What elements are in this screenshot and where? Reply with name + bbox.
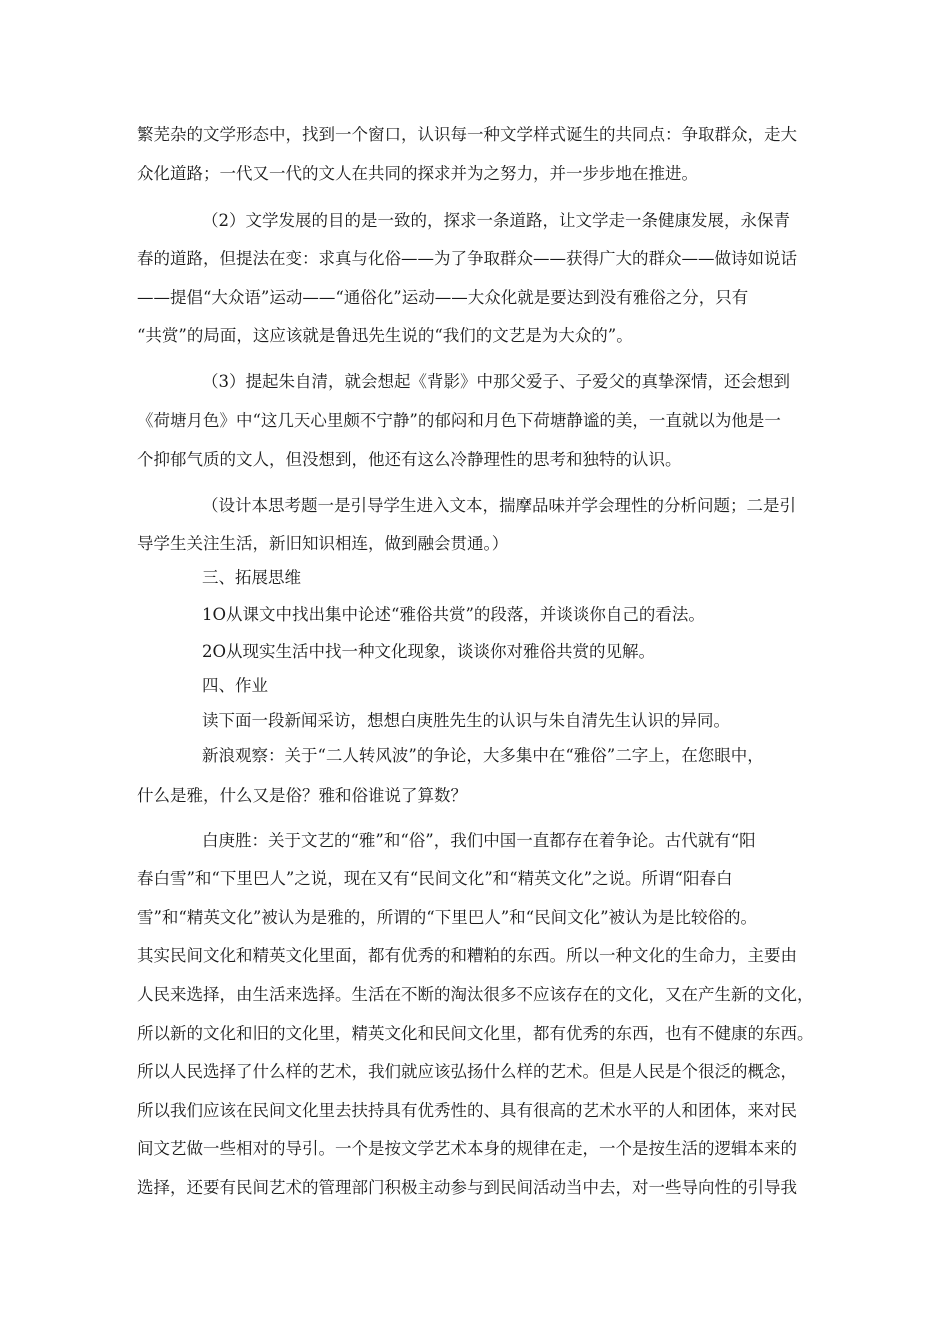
text-line: 选择，还要有民间艺术的管理部门积极主动参与到民间活动当中去，对一些导向性的引导我 (137, 1178, 797, 1197)
text-line: （2）文学发展的目的是一致的，探求一条道路，让文学走一条健康发展，永保青 (202, 211, 790, 230)
text-line: 春白雪”和“下里巴人”之说，现在又有“民间文化”和“精英文化”之说。所谓“阳春白 (137, 869, 733, 888)
text-line: 所以人民选择了什么样的艺术，我们就应该弘扬什么样的艺术。但是人民是个很泛的概念， (137, 1062, 797, 1081)
text-line: 个抑郁气质的文人，但没想到，他还有这么冷静理性的思考和独特的认识。 (137, 450, 682, 469)
section-heading: 三、拓展思维 (202, 568, 301, 587)
text-line: 所以我们应该在民间文化里去扶持具有优秀性的、具有很高的艺术水平的人和团体，来对民 (137, 1101, 797, 1120)
text-line: 人民来选择，由生活来选择。生活在不断的淘汰很多不应该存在的文化，又在产生新的文化， (137, 985, 814, 1004)
text-line: 间文艺做一些相对的导引。一个是按文学艺术本身的规律在走，一个是按生活的逻辑本来的 (137, 1139, 797, 1158)
text-line: 什么是雅，什么又是俗？雅和俗谁说了算数？ (137, 786, 467, 805)
text-line: 读下面一段新闻采访，想想白庚胜先生的认识与朱自清先生认识的异同。 (202, 711, 730, 730)
text-line: 《荷塘月色》中“这几天心里颇不宁静”的郁闷和月色下荷塘静谧的美，一直就以为他是一 (137, 411, 781, 430)
text-line: 导学生关注生活，新旧知识相连，做到融会贯通。） (137, 534, 509, 553)
text-line: 繁芜杂的文学形态中，找到一个窗口，认识每一种文学样式诞生的共同点：争取群众，走大 (137, 125, 797, 144)
text-line: 白庚胜：关于文艺的“雅”和“俗”，我们中国一直都存在着争论。古代就有“阳 (202, 831, 756, 850)
text-line: ——提倡“大众语”运动——“通俗化”运动——大众化就是要达到没有雅俗之分，只有 (137, 288, 749, 307)
text-line: （3）提起朱自清，就会想起《背影》中那父爱子、子爱父的真挚深情，还会想到 (202, 372, 790, 391)
text-line: 众化道路；一代又一代的文人在共同的探求并为之努力，并一步步地在推进。 (137, 164, 698, 183)
text-line: 雪”和“精英文化”被认为是雅的，所谓的“下里巴人”和“民间文化”被认为是比较俗的。 (137, 908, 758, 927)
text-line: 1O从课文中找出集中论述“雅俗共赏”的段落，并谈谈你自己的看法。 (202, 605, 705, 624)
text-line: “共赏”的局面，这应该就是鲁迅先生说的“我们的文艺是为大众的”。 (137, 326, 633, 345)
section-heading: 四、作业 (202, 676, 268, 695)
text-line: 其实民间文化和精英文化里面，都有优秀的和糟粕的东西。所以一种文化的生命力，主要由 (137, 946, 797, 965)
text-line: （设计本思考题一是引导学生进入文本，揣摩品味并学会理性的分析问题；二是引 (202, 496, 796, 515)
text-line: 新浪观察：关于“二人转风波”的争论，大多集中在“雅俗”二字上，在您眼中， (202, 746, 764, 765)
text-line: 2O从现实生活中找一种文化现象，谈谈你对雅俗共赏的见解。 (202, 642, 656, 661)
text-line: 春的道路，但提法在变：求真与化俗——为了争取群众——获得广大的群众——做诗如说话 (137, 249, 797, 268)
text-line: 所以新的文化和旧的文化里，精英文化和民间文化里，都有优秀的东西，也有不健康的东西。 (137, 1024, 814, 1043)
